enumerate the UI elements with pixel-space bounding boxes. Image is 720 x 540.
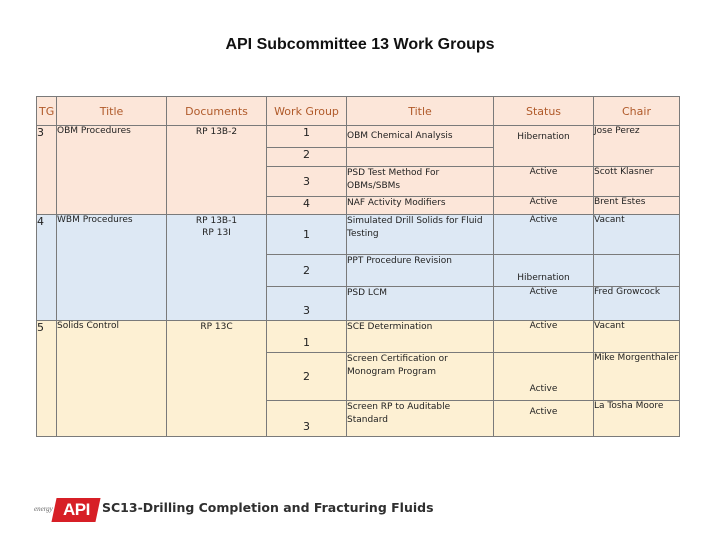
tg-documents	[167, 215, 267, 321]
wg-title: SCE Determination	[347, 321, 494, 353]
wg-chair: Mike Morgenthaler	[594, 353, 680, 401]
wg-number: 3	[267, 287, 347, 321]
header-chair: Chair	[594, 97, 680, 126]
logo-text: API	[62, 500, 90, 519]
wg-title: OBM Chemical Analysis	[347, 126, 494, 148]
header-title: Title	[57, 97, 167, 126]
header-tg: TG	[37, 97, 57, 126]
tg-document: RP 13I	[202, 228, 231, 238]
tg-documents: RP 13C	[167, 321, 267, 437]
wg-status: Active	[494, 353, 594, 401]
wg-status: Active	[494, 197, 594, 215]
api-logo	[51, 498, 100, 522]
wg-number: 4	[267, 197, 347, 215]
wg-number: 2	[267, 255, 347, 287]
wg-chair: Vacant	[594, 215, 680, 255]
tg-number: 4	[37, 215, 57, 321]
wg-number: 1	[267, 126, 347, 148]
header-documents: Documents	[167, 97, 267, 126]
footer-text: SC13-Drilling Completion and Fracturing Fluids	[102, 500, 434, 515]
wg-status: Active	[494, 215, 594, 255]
wg-number: 3	[267, 401, 347, 437]
wg-chair: Vacant	[594, 321, 680, 353]
tg-title: OBM Procedures	[57, 126, 167, 215]
wg-chair	[594, 255, 680, 287]
table-row	[37, 126, 680, 148]
tg-document: RP 13B-1	[195, 216, 238, 226]
wg-title: Screen RP to Auditable Standard	[347, 401, 494, 437]
wg-title: PSD Test Method For OBMs/SBMs	[347, 167, 494, 197]
wg-chair: La Tosha Moore	[594, 401, 680, 437]
logo-tagline: energy	[34, 505, 53, 513]
footer	[34, 498, 454, 524]
tg-number: 3	[37, 126, 57, 215]
tg-title: WBM Procedures	[57, 215, 167, 321]
wg-number: 1	[267, 215, 347, 255]
page-title: API Subcommittee 13 Work Groups	[225, 36, 495, 53]
wg-number: 2	[267, 148, 347, 167]
wg-chair: Scott Klasner	[594, 167, 680, 197]
wg-status: Active	[494, 167, 594, 197]
wg-status: Active	[494, 321, 594, 353]
tg-documents: RP 13B-2	[167, 126, 267, 215]
work-groups-table	[36, 96, 680, 437]
table-row	[37, 321, 680, 353]
header-status: Status	[494, 97, 594, 126]
tg-title: Solids Control	[57, 321, 167, 437]
wg-title: PPT Procedure Revision	[347, 255, 494, 287]
wg-title: PSD LCM	[347, 287, 494, 321]
table-row	[37, 215, 680, 255]
wg-chair: Brent Estes	[594, 197, 680, 215]
wg-title: NAF Activity Modifiers	[347, 197, 494, 215]
wg-title	[347, 148, 494, 167]
wg-chair: Fred Growcock	[594, 287, 680, 321]
wg-number: 1	[267, 321, 347, 353]
wg-status: Active	[494, 401, 594, 437]
wg-chair: Jose Perez	[594, 126, 680, 167]
table-header-row	[37, 97, 680, 126]
wg-title: Screen Certification or Monogram Program	[347, 353, 494, 401]
header-work-group: Work Group	[267, 97, 347, 126]
tg-number: 5	[37, 321, 57, 437]
wg-number: 2	[267, 353, 347, 401]
wg-status: Hibernation	[494, 126, 594, 167]
header-wg-title: Title	[347, 97, 494, 126]
wg-title: Simulated Drill Solids for Fluid Testing	[347, 215, 494, 255]
wg-status: Active	[494, 287, 594, 321]
wg-number: 3	[267, 167, 347, 197]
wg-status: Hibernation	[494, 255, 594, 287]
